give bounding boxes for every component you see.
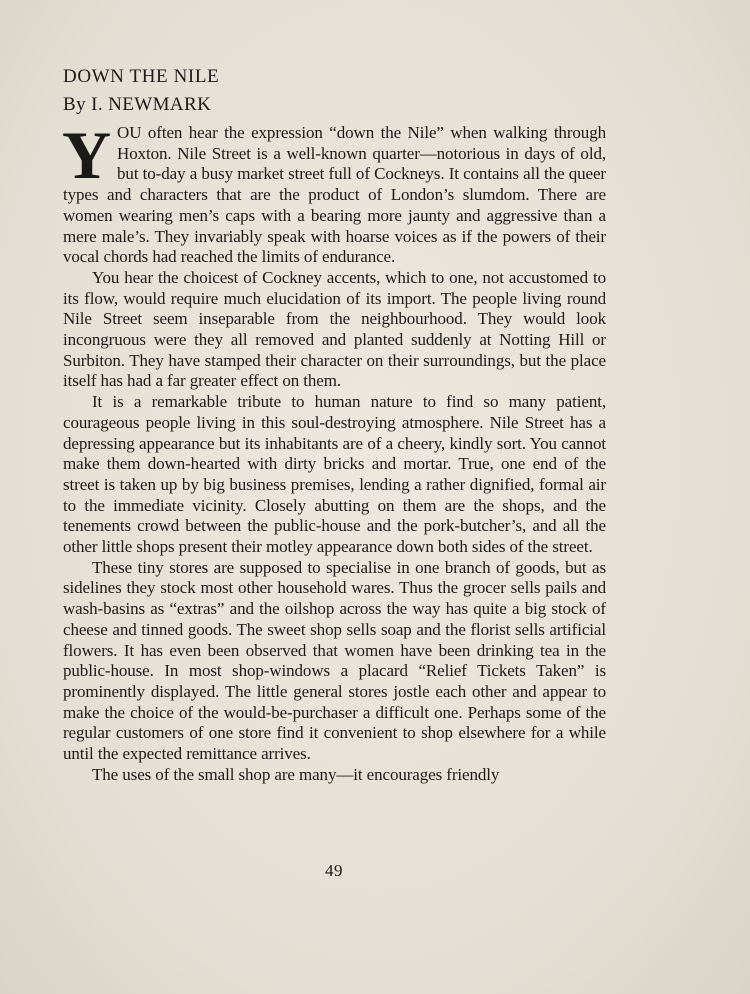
page-number: 49 — [325, 861, 343, 880]
drop-cap: Y — [62, 117, 112, 193]
paragraph-5: The uses of the small shop are many—it encourages friendly — [92, 764, 500, 784]
paragraph-1-text: OU often hear the expression “down the Nile” when walking through Hoxton. Nile Street is a well-known quarter—notorious in days of old, but to-day a busy market street full of Cockneys. It contains all the queer types and characters that are the product of London’s slumdom. There are women wearing men’s caps with a bearing more jaunty and aggressive than a mere male’s. They invariably speak with hoarse voices as if the powers of their vocal chords had reached the limits of endurance. — [63, 123, 606, 267]
paragraph-1 — [62, 117, 606, 268]
article-title: DOWN THE NILE — [63, 66, 220, 87]
article-body — [62, 117, 606, 786]
article-byline: By I. NEWMARK — [63, 94, 212, 115]
paragraph-4: These tiny stores are supposed to specialise in one branch of goods, but as sidelines they stock most other household wares. Thus the grocer sells pails and wash-basins as “extras” and the oilshop across the way has quite a big stock of cheese and tinned goods. The sweet shop sells soap and the florist sells artificial flowers. It has even been observed that women have been drinking tea in the public-house. In most shop-windows a placard “Relief Tickets Taken” is prominently displayed. The little general stores jostle each other and appear to make the choice of the would-be-purchaser a difficult one. Perhaps some of the regular customers of one store find it convenient to shop elsewhere for a while until the expected remittance arrives. — [63, 557, 606, 764]
paragraph-3: It is a remarkable tribute to human nature to find so many patient, courageous people living in this soul-destroying atmosphere. Nile Street has a depressing appearance but its inhabitants are of a cheery, kindly sort. You cannot make them down-hearted with dirty bricks and mortar. True, one end of the street is taken up by big business premises, lending a rather dignified, formal air to the immediate vicinity. Closely abutting on them are the shops, and the tenements crowd between the public-house and the pork-butcher’s, and all the other little shops present their motley appearance down both sides of the street. — [63, 392, 606, 557]
paragraph-2: You hear the choicest of Cockney accents, which to one, not accustomed to its flow, would require much elucidation of its import. The people living round Nile Street seem inseparable from the neighbourhood. They would look incongruous were they all removed and planted suddenly at Notting Hill or Surbiton. They have stamped their character on their surroundings, but the place itself has had a far greater effect on them. — [63, 267, 606, 391]
